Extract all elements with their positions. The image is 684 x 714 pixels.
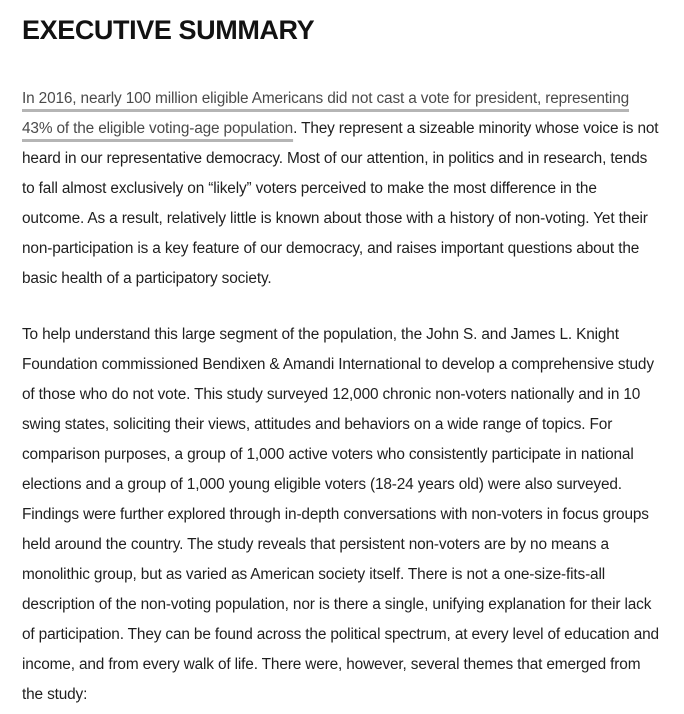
statistic-link[interactable]: In 2016, nearly 100 million eligible Americans did not cast a vote for president, representing 43% of the eligible voting-age population — [22, 90, 630, 137]
summary-paragraph-2: To help understand this large segment of the population, the John S. and James L. Knight Foundation commissioned Bendixen & Amandi International to develop a comprehensive study of those who do not vote. This study surveyed 12,000 chronic non-voters nationally and in 10 swing states, soliciting their views, attitudes and behaviors on a wide range of topics. For comparison purposes, a group of 1,000 active voters who consistently participate in national elections and a group of 1,000 young eligible voters (18-24 years old) were also surveyed. Findings were further explored through in-depth conversations with non-voters in focus groups held around the country. The study reveals that persistent non-voters are by no means a monolithic group, but as varied as American society itself. There is not a one-size-fits-all description of the non-voting population, nor is there a single, unifying explanation for their lack of participation. They can be found across the political spectrum, at every level of education and income, and from every walk of life. There were, however, several themes that emerged from the study: — [22, 326, 659, 703]
page-title: EXECUTIVE SUMMARY — [22, 15, 315, 45]
paragraph-1-text: . They represent a sizeable minority whose voice is not heard in our representative democracy. Most of our attention, in politics and in research, tends to fall almost exclusively on “likely” voters perceived to make the most difference in the outcome. As a result, relatively little is known about those with a history of non-voting. Yet their non-participation is a key feature of our democracy, and raises important questions about the basic health of a participatory society. — [22, 120, 659, 287]
summary-paragraph-1 — [22, 84, 662, 294]
document-page — [22, 12, 662, 710]
